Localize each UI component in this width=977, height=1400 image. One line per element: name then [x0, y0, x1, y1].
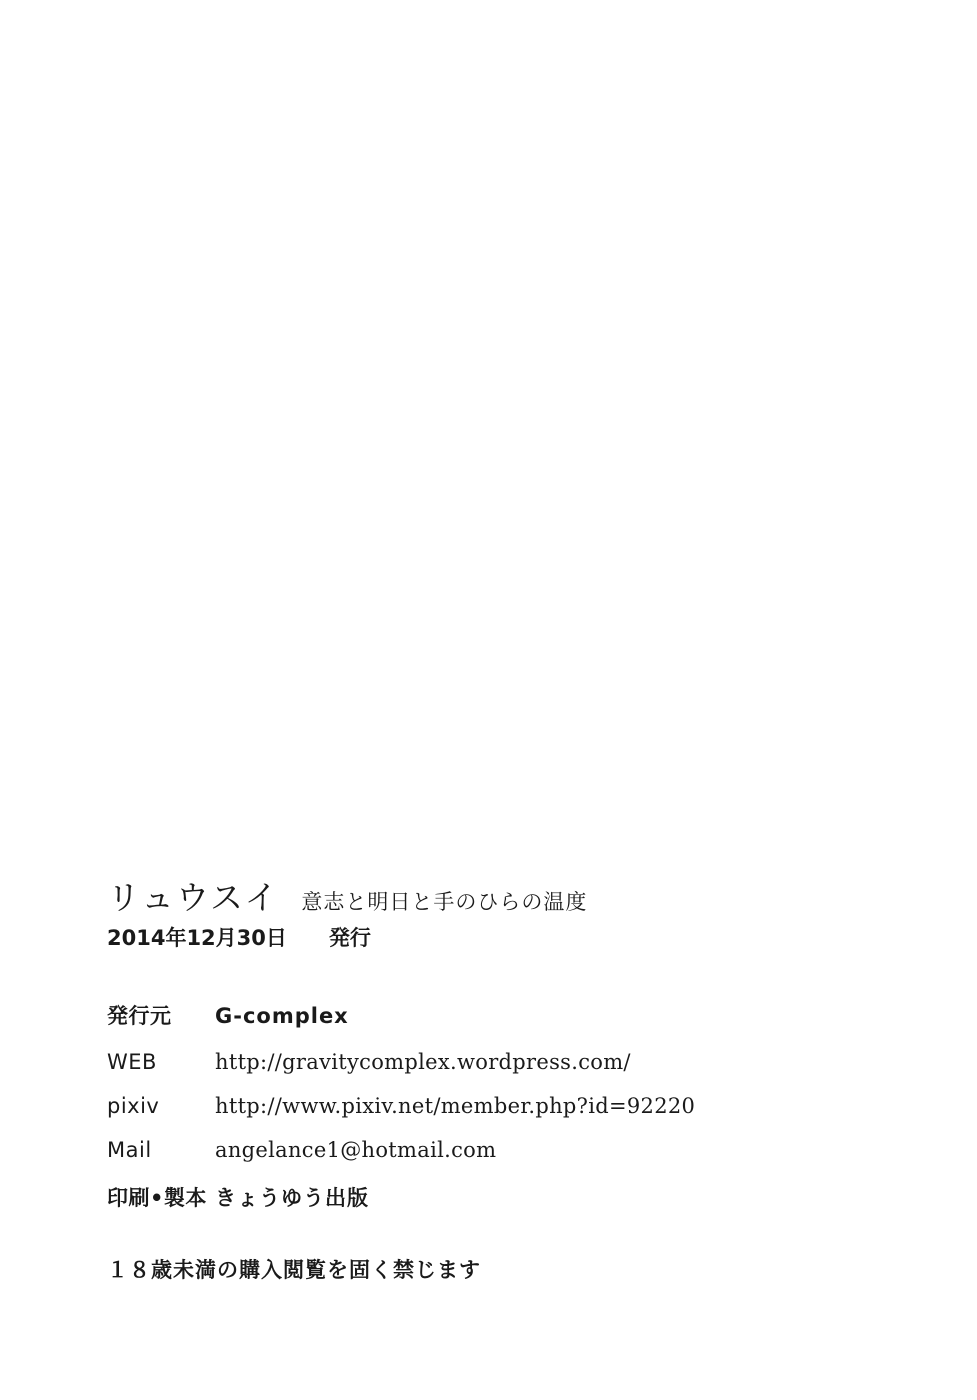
info-label-printing: 印刷•製本 [107, 1186, 207, 1211]
publish-date-row [107, 922, 887, 952]
info-value-pixiv[interactable]: http://www.pixiv.net/member.php?id=92220 [215, 1094, 696, 1119]
publisher-info-list [107, 1000, 887, 1212]
info-label-publisher: 発行元 [107, 1004, 172, 1029]
info-value-printing: きょうゆう出版 [215, 1186, 369, 1211]
info-row-mail [107, 1138, 887, 1162]
publish-date: 2014年12月30日 [107, 926, 287, 951]
info-row-printing [107, 1182, 887, 1212]
info-value-publisher: G-complex [215, 1004, 349, 1029]
info-label-pixiv: pixiv [107, 1094, 160, 1119]
info-row-publisher [107, 1000, 887, 1030]
colophon-block [107, 880, 887, 1284]
title-row [107, 880, 887, 916]
info-value-web[interactable]: http://gravitycomplex.wordpress.com/ [215, 1050, 631, 1075]
info-value-mail[interactable]: angelance1@hotmail.com [215, 1138, 497, 1163]
publish-label: 発行 [328, 926, 371, 951]
work-title: リュウスイ [107, 878, 280, 917]
info-row-web [107, 1050, 887, 1074]
info-row-pixiv [107, 1094, 887, 1118]
info-label-web: WEB [107, 1050, 157, 1075]
info-label-mail: Mail [107, 1138, 152, 1163]
age-restriction-notice: １８歳未満の購入閲覧を固く禁じます [107, 1258, 481, 1283]
work-subtitle: 意志と明日と手のひらの温度 [301, 890, 588, 914]
